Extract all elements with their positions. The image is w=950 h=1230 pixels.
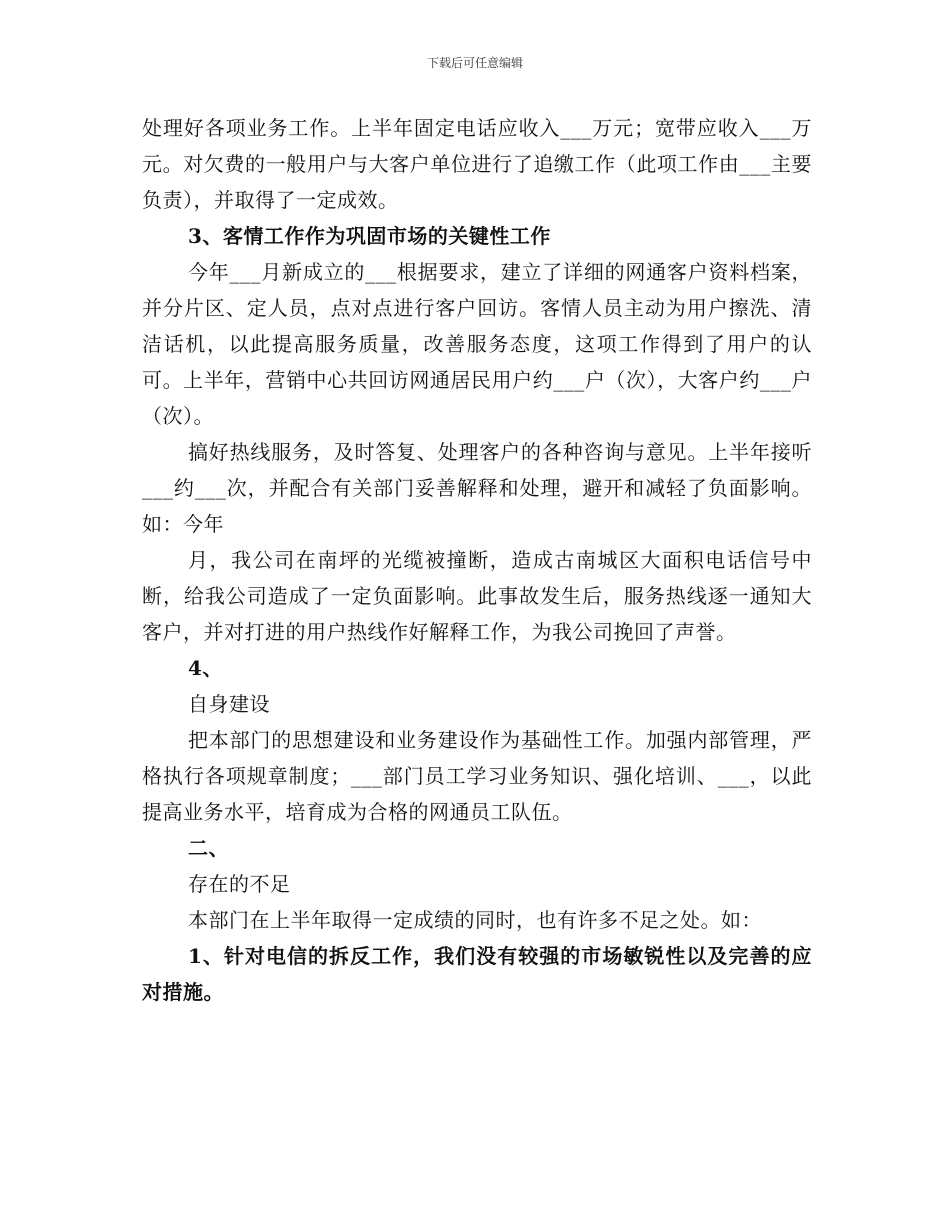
paragraph-cable-incident: 月，我公司在南坪的光缆被撞断，造成古南城区大面积电话信号中断，给我公司造成了一定负面影响。此事故发生后，服务热线逐一通知大客户，并对打进的用户热线作好解释工作，为我公司挽回了声誉。 [142, 548, 812, 644]
page-header-note: 下载后可任意编辑 [426, 56, 523, 70]
heading-number-2: 二、 [188, 836, 229, 860]
heading-shortcomings: 存在的不足 [188, 872, 291, 896]
paragraph-customer-files: 今年___月新成立的___根据要求，建立了详细的网通客户资料档案，并分片区、定人员，点对点进行客户回访。客情人员主动为用户擦洗、清洁话机，以此提高服务质量，改善服务态度，这项工作得到了用户的认可。上半年，营销中心共回访网通居民用户约___户（次），大客户约___户（次）。 [142, 260, 812, 428]
paragraph-shortcomings-intro: 本部门在上半年取得一定成绩的同时，也有许多不足之处。如： [188, 908, 762, 932]
paragraph-hotline-service: 搞好热线服务，及时答复、处理客户的各种咨询与意见。上半年接听___约___次，并配合有关部门妥善解释和处理，避开和减轻了负面影响。如：今年 [142, 440, 812, 536]
heading-customer-relations: 3、客情工作作为巩固市场的关键性工作 [188, 224, 551, 248]
heading-number-4: 4、 [188, 656, 223, 680]
heading-self-building: 自身建设 [188, 692, 270, 716]
document-body [142, 110, 812, 1010]
paragraph-internal-management: 把本部门的思想建设和业务建设作为基础性工作。加强内部管理，严格执行各项规章制度；___部门员工学习业务知识、强化培训、___，以此提高业务水平，培育成为合格的网通员工队伍。 [142, 728, 812, 824]
paragraph-revenue: 处理好各项业务工作。上半年固定电话应收入___万元；宽带应收入___万元。对欠费的一般用户与大客户单位进行了追缴工作（此项工作由___主要负责），并取得了一定成效。 [142, 116, 812, 212]
heading-shortcoming-1: 1、针对电信的拆反工作，我们没有较强的市场敏锐性以及完善的应对措施。 [142, 944, 812, 1004]
